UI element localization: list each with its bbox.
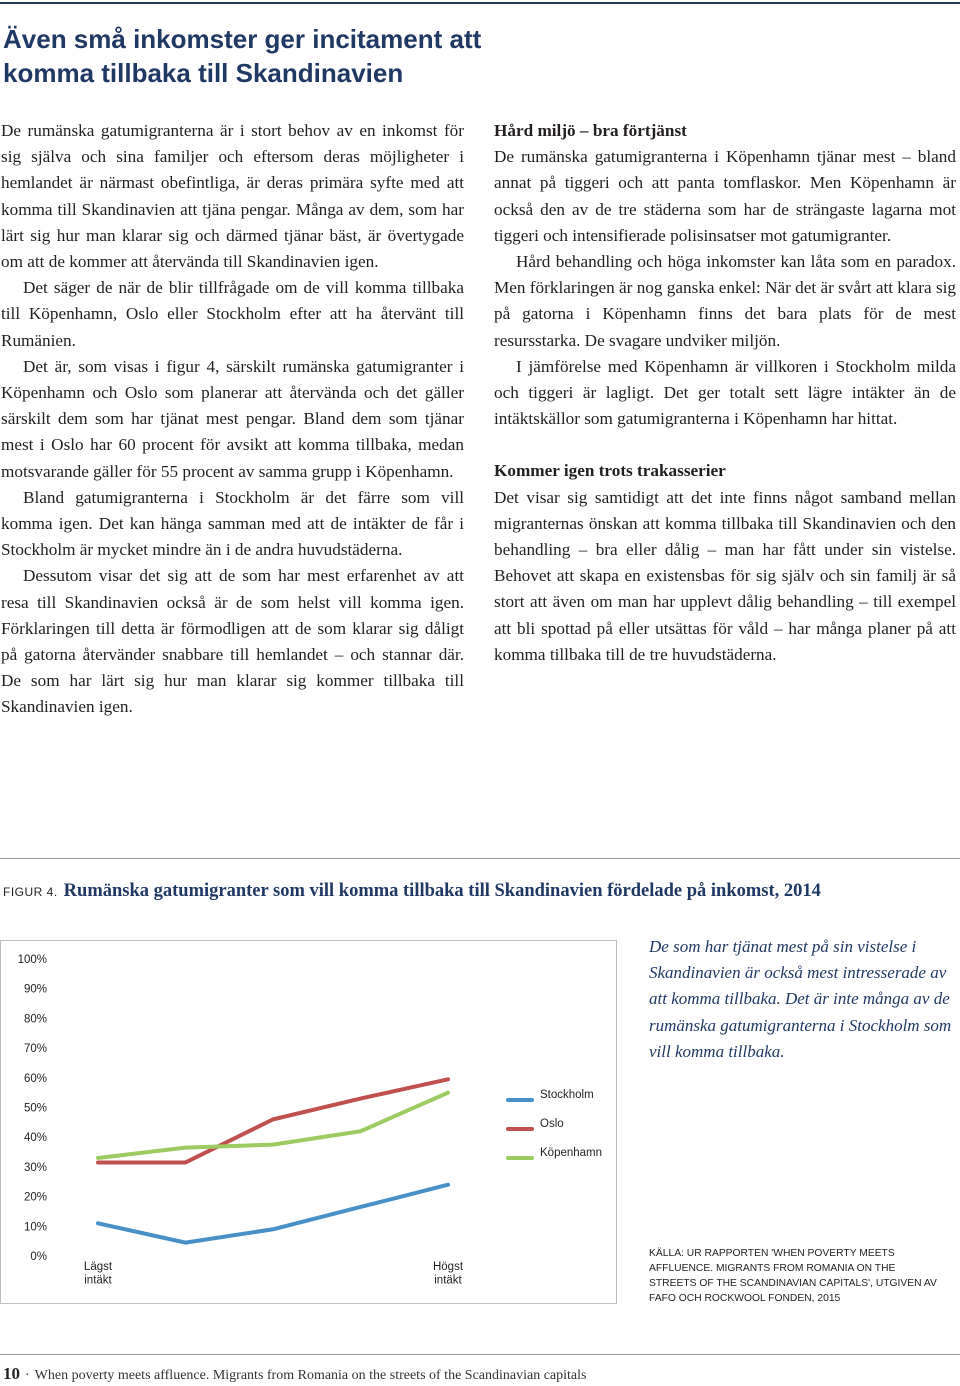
y-tick-label: 0% [30, 1251, 47, 1263]
legend-label: Oslo [540, 1118, 564, 1130]
left-column [1, 118, 464, 721]
footer-divider [0, 1354, 960, 1355]
y-tick-label: 100% [17, 954, 47, 966]
x-tick-label: Högst [432, 1261, 464, 1273]
footer-text: When poverty meets affluence. Migrants from Romania on the streets of the Scandinavian capitals [34, 1368, 587, 1383]
y-tick-label: 30% [23, 1161, 47, 1174]
y-tick-label: 20% [23, 1191, 47, 1204]
right-column [494, 118, 956, 668]
left-paragraph: Det är, som visas i figur 4, särskilt rumänska gatumigranter i Köpenhamn och Oslo som planerar att återvända och det gäller särskilt dem som har tjänat mest pengar. Bland dem som tjänar mest i Oslo har 60 procent för avsikt att komma tillbaka, medan motsvarande gäller för 55 procent av samma grupp i Köpenhamn. [1, 356, 464, 481]
page-footer [3, 1364, 586, 1386]
y-tick-label: 40% [23, 1132, 47, 1145]
y-tick-label: 10% [23, 1221, 47, 1234]
figure-divider [0, 858, 960, 859]
right-paragraph: I jämförelse med Köpenhamn är villkoren i Stockholm milda och tiggeri är lagligt. Det ger totalt sett lägre intäkter än de intäktskällor som gatumigranterna i Köpenhamn har hittat. [494, 356, 956, 429]
chart-frame [1, 941, 617, 1304]
footer-separator: · [25, 1368, 30, 1383]
y-tick-label: 50% [23, 1102, 47, 1115]
left-paragraph: Bland gatumigranterna i Stockholm är det färre som vill komma igen. Det kan hänga samman med att de intäkter de får i Stockholm är mycket mindre än i de andra huvudstäderna. [1, 487, 464, 560]
section-heading-hard-environment: Hård miljö – bra förtjänst [494, 121, 687, 140]
y-tick-label: 80% [23, 1013, 47, 1026]
left-paragraph: Dessutom visar det sig att de som har mest erfarenhet av att resa till Skandinavien också är de som helst vill komma igen. Förklaringen till detta är förmodligen att de som klarar sig dåligt på gatorna återvänder snabbare till hemlandet – och stannar där. De som har lärt sig hur man klarar sig kommer tillbaka till Skandinavien igen. [1, 566, 464, 717]
x-tick-label: Lägst [83, 1261, 113, 1273]
pull-quote: De som har tjänat mest på sin vistelse i Skandinavien är också mest intresserade av att komma tillbaka. Det är inte många av de rumänska gatumigranterna i Stockholm som vill komma tillbaka. [649, 937, 952, 1061]
left-paragraph: Det säger de när de blir tillfrågade om de vill komma tillbaka till Köpenhamn, Oslo eller Stockholm efter att ha återvänt till Rumänien. [1, 278, 464, 350]
x-tick-label: intäkt [84, 1274, 112, 1287]
right-paragraph: Hård behandling och höga inkomster kan låta som en paradox. Men förklaringen är nog ganska enkel: När det är svårt att klara sig på gatorna i Köpenhamn finns det bara plats för de mest resursstarka. De svagare undviker miljön. [494, 252, 956, 350]
line-chart [0, 940, 617, 1304]
legend-label: Stockholm [540, 1089, 594, 1101]
x-tick-label: intäkt [434, 1274, 462, 1287]
page-title: Även små inkomster ger incitament att komma tillbaka till Skandinavien [3, 24, 482, 88]
legend-label: Köpenhamn [540, 1147, 603, 1159]
chart-svg [0, 940, 617, 1304]
right-paragraph: De rumänska gatumigranterna i Köpenhamn tjänar mest – bland annat på tiggeri och att panta tomflaskor. Men Köpenhamn är också den av de tre städerna som har de strängaste lagarna mot tiggeri och intensifierade polisinsatser mot gatumigranter. [494, 147, 956, 245]
figure-title: Rumänska gatumigranter som vill komma tillbaka till Skandinavien fördelade på inkomst, 2014 [63, 881, 821, 901]
page-number: 10 [3, 1364, 20, 1383]
y-tick-label: 70% [23, 1043, 47, 1056]
right-paragraph: Det visar sig samtidigt att det inte finns något samband mellan migranternas önskan att komma tillbaka till Skandinavien och den behandling – bra eller dålig – man har fått under sin vistelse. Behovet att skapa en existensbas för sig själv och sin familj är så stort att även om man har upplevt dålig behandling – till exempel att bli spottad på eller utsättas för våld – har många planer på att komma tillbaka till de tre huvudstäderna. [494, 487, 956, 664]
source-note: KÄLLA: UR RAPPORTEN 'WHEN POVERTY MEETS AFFLUENCE. MIGRANTS FROM ROMANIA ON THE STREETS OF THE SCANDINAVIAN CAPITALS', UTGIVEN AV FAFO OCH ROCKWOOL FONDEN, 2015 [649, 1248, 937, 1304]
figure-label: FIGUR 4. [3, 885, 58, 899]
section-heading-return-despite-harassment: Kommer igen trots trakasserier [494, 461, 726, 481]
top-rule [0, 2, 960, 4]
left-paragraph: De rumänska gatumigranterna är i stort behov av en inkomst för sig själva och sina familjer och eftersom deras möjligheter i hemlandet är närmast obefintliga, är deras primära syfte med att komma till Skandinavien att tjäna pengar. Många av dem, som har lärt sig hur man klarar sig och därmed tjänar bäst, är övertygade om att de kommer att återvända till Skandinavien igen. [1, 121, 464, 272]
y-tick-label: 60% [23, 1072, 47, 1085]
y-tick-label: 90% [23, 983, 47, 996]
figure-caption [3, 878, 953, 905]
